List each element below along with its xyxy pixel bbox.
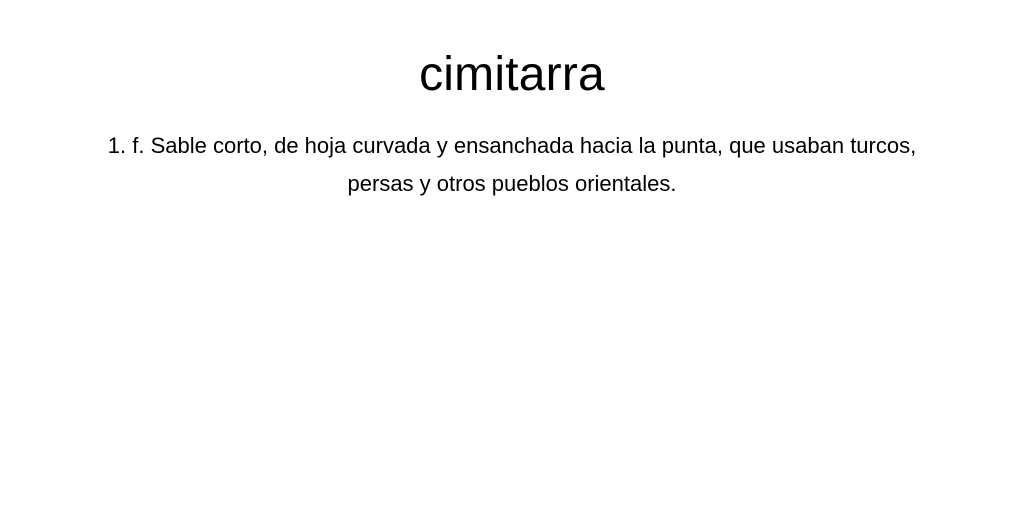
- entry-term: cimitarra: [419, 48, 605, 101]
- entry-definition: 1. f. Sable corto, de hoja curvada y ensanchada hacia la punta, que usaban turcos, persas y otros pueblos orientales.: [107, 133, 917, 196]
